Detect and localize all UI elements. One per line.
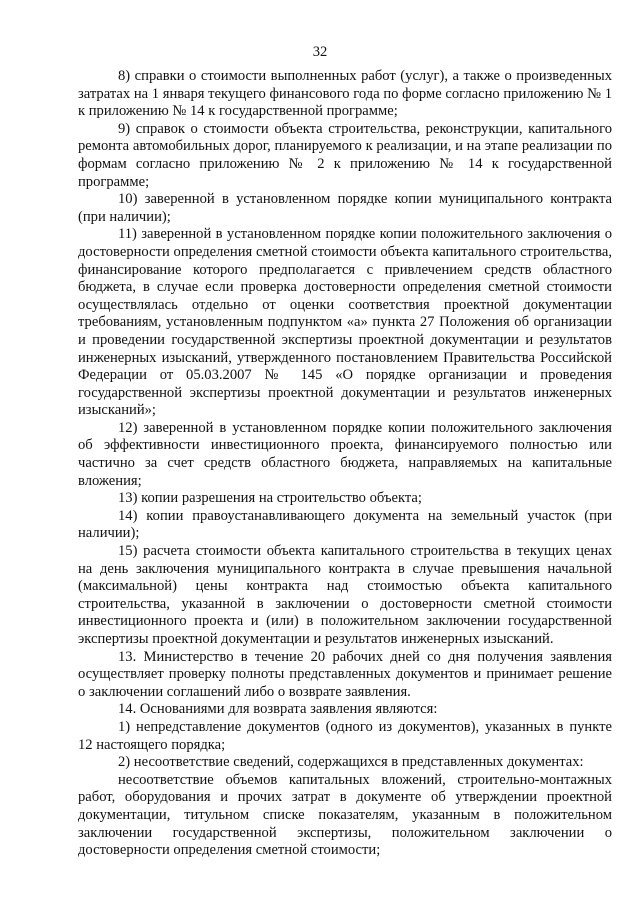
paragraph-item-14: 14) копии правоустанавливающего документа на земельный участок (при наличии); <box>78 507 612 542</box>
paragraph-item-15: 15) расчета стоимости объекта капитального строительства в текущих ценах на день заключения муниципального контракта в случае превышения начальной (максимальной) цены контракта над стоимостью объекта капитального строительства, указанной в заключении о достоверности сметной стоимости инвестиционного проекта и (или) в положительном заключении государственной экспертизы проектной документации и результатов инженерных изысканий. <box>78 543 612 647</box>
paragraph-item-8: 8) справки о стоимости выполненных работ (услуг), а также о произведенных затратах на 1 января текущего финансового года по форме согласно приложению № 1 к приложению № 14 к государственной программе; <box>78 68 612 120</box>
paragraph-item-10: 10) заверенной в установленном порядке копии муниципального контракта (при наличии); <box>78 191 612 225</box>
paragraph-reason-1: 1) непредставление документов (одного из документов), указанных в пункте 12 настоящего порядка; <box>78 718 612 753</box>
paragraph-clause-14: 14. Основаниями для возврата заявления являются: <box>118 701 438 718</box>
paragraph-item-13: 13) копии разрешения на строительство объекта; <box>118 490 422 507</box>
body-text <box>78 68 612 860</box>
paragraph-item-9: 9) справок о стоимости объекта строительства, реконструкции, капитального ремонта автомобильных дорог, планируемого к реализации, и на этапе реализации по формам согласно приложению № 2 к приложению № 14 к государственной программе; <box>78 120 612 190</box>
paragraph-item-11: 11) заверенной в установленном порядке копии положительного заключения о достоверности определения сметной стоимости объекта капитального строительства, финансирование которого предполагается с привлечением средств областного бюджета, в случае если проверка достоверности определения сметной стоимости осуществлялась отдельно от оценки соответствия проектной документации требованиям, установленным подпунктом «а» пункта 27 Положения об организации и проведении государственной экспертизы проектной документации и результатов инженерных изысканий, утвержденного постановлением Правительства Российской Федерации от 05.03.2007 № 145 «О порядке организации и проведения государственной экспертизы проектной документации и результатов инженерных изысканий»; <box>78 226 612 419</box>
paragraph-reason-2: 2) несоответствие сведений, содержащихся в представленных документах: <box>118 754 584 771</box>
page-number: 32 <box>312 44 328 60</box>
paragraph-item-12: 12) заверенной в установленном порядке копии положительного заключения об эффективности инвестиционного проекта, финансируемого полностью или частично за счет средств областного бюджета, направляемых на капитальные вложения; <box>78 419 612 489</box>
paragraph-reason-2-detail: несоответствие объемов капитальных вложений, строительно-монтажных работ, оборудования и прочих затрат в документе об утверждении проектной документации, титульном списке показателям, указанным в положительном заключении государственной экспертизы, положительном заключении о достоверности определения сметной стоимости; <box>78 771 612 859</box>
paragraph-clause-13: 13. Министерство в течение 20 рабочих дней со дня получения заявления осуществляет проверку полноты представленных документов и принимает решение о заключении соглашений либо о возврате заявления. <box>78 648 612 700</box>
